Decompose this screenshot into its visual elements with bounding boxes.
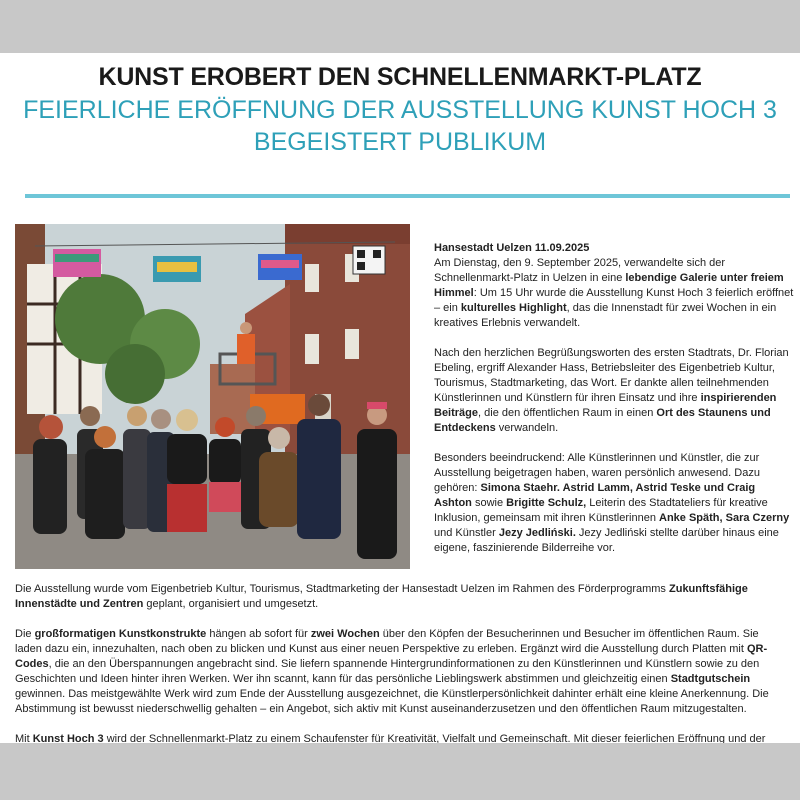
text-run: gewinnen. Das meistgewählte Werk wird zum Ende der Ausstellung ausgezeichnet, die Künstlerpersönlichkeit dahinter erhält eine kleine Anerkennung. Die Abstimmung ist bewusst niederschwellig gehalten – ein Angebot, sich aktiv mit Kunst auseinanderzusetzen und den öffentlichen Raum mitzugestalten. xyxy=(15,688,769,715)
text-run: Leiterin des Stadtateliers für kreative Inklusion, gemeinsam mit ihren Künstlerinnen xyxy=(434,497,768,524)
text-run: Jezy Jedliński. xyxy=(498,527,576,539)
text-run: zwei Wochen xyxy=(310,628,380,640)
text-run: Ort des Staunens und Entdeckens xyxy=(434,407,771,434)
text-run: großformatigen Kunstkonstrukte xyxy=(34,628,207,640)
text-run: geplant, organisiert und umgesetzt. xyxy=(143,598,319,610)
text-run: lebendige Galerie unter freiem Himmel xyxy=(434,272,784,299)
text-run: Anke Späth, Sara Czerny xyxy=(659,512,790,524)
text-run: Jezy Jedliński stellte darüber hinaus eine eigene, faszinierende Bilderreihe vor. xyxy=(434,527,779,554)
text-run: hängen ab sofort für xyxy=(206,628,311,640)
text-run: Die Ausstellung wurde vom Eigenbetrieb Kultur, Tourismus, Stadtmarketing der Hansestadt Uelzen im Rahmen des Förderprogramms xyxy=(15,583,669,595)
page-subtitle: FEIERLICHE ERÖFFNUNG DER AUSSTELLUNG KUNST HOCH 3 BEGEISTERT PUBLIKUM xyxy=(23,96,777,156)
article-paragraph-3 xyxy=(434,451,794,556)
text-run: , die an den Überspannungen angebracht sind. Sie liefern spannende Hintergrundinformationen zu den Künstlerinnen und Künstlern sowie zu den Geschichten und Ideen hinter ihren Werken. Wer ihn scannt, kann für das persönliche Lieblingswerk abstimmen und gleichzeitig einen xyxy=(15,658,760,685)
text-run: QR-Codes xyxy=(15,643,768,670)
text-run: sowie xyxy=(471,497,507,509)
article-paragraph-6 xyxy=(15,732,785,743)
text-run: inspirierenden Beiträge xyxy=(434,392,777,419)
text-run: Zukunftsfähige Innenstädte und Zentren xyxy=(15,583,748,610)
text-run: Stadtgutschein xyxy=(670,673,751,685)
text-run: Am Dienstag, den 9. September 2025, verwandelte sich der Schnellenmarkt-Platz in Uelzen in eine xyxy=(434,257,726,284)
text-run: Besonders beeindruckend: Alle Künstlerinnen und Künstler, die zur Ausstellung beigetragen haben, waren persönlich anwesend. Dazu gehören: xyxy=(434,452,760,494)
divider-rule xyxy=(25,194,790,198)
group-photo xyxy=(15,224,410,569)
group-photo-image xyxy=(15,224,410,569)
article-paragraph-4 xyxy=(15,582,785,612)
text-run: Simona Staehr. Astrid Lamm, Astrid Teske und Craig Ashton xyxy=(434,482,756,509)
article-full-width xyxy=(15,582,785,743)
text-run: Kunst Hoch 3 xyxy=(32,733,104,743)
text-run: : Um 15 Uhr wurde die Ausstellung Kunst Hoch 3 feierlich eröffnet – ein xyxy=(434,287,794,314)
text-run: verwandeln. xyxy=(495,422,559,434)
article-right-column xyxy=(434,241,794,571)
top-gray-bar xyxy=(0,0,800,53)
article-paragraph-1 xyxy=(434,256,794,331)
text-run: und Künstler xyxy=(434,527,499,539)
article-page xyxy=(0,53,800,743)
text-run: Die xyxy=(15,628,35,640)
article-paragraph-5 xyxy=(15,627,785,717)
article-dateline: Hansestadt Uelzen 11.09.2025 xyxy=(434,242,590,254)
text-run: Brigitte Schulz, xyxy=(506,497,587,509)
text-run: wird der Schnellenmarkt-Platz zu einem Schaufenster für Kreativität, Vielfalt und Gemeinschaft. Mit dieser feierlichen Eröffnung und der xyxy=(103,733,766,743)
text-run: über den Köpfen der Besucherinnen und Besucher im öffentlichen Raum. Sie laden dazu ein, innezuhalten, nach oben zu blicken und Kunst aus einer neuen Perspektive zu erleben. Ergänzt wird die Ausstellung durch Platten mit xyxy=(15,628,759,655)
text-run: Nach den herzlichen Begrüßungsworten des ersten Stadtrats, Dr. Florian Ebeling, ergriff Alexander Hass, Betriebsleiter des Eigenbetrieb Kultur, Tourismus, Stadtmarketing, das Wort. Er dankte allen teilnehmenden Künstlerinnen und Künstlern für ihren Einsatz und ihre xyxy=(434,347,789,404)
text-run: kulturelles Highlight xyxy=(460,302,567,314)
text-run: , die den öffentlichen Raum in einen xyxy=(478,407,657,419)
bottom-gray-bar xyxy=(0,743,800,800)
page-title: KUNST EROBERT DEN SCHNELLENMARKT-PLATZ xyxy=(98,63,702,91)
text-run: Mit xyxy=(15,733,33,743)
article-paragraph-2 xyxy=(434,346,794,436)
text-run: , das die Innenstadt für zwei Wochen in ein kreatives Erlebnis verwandelt. xyxy=(434,302,777,329)
